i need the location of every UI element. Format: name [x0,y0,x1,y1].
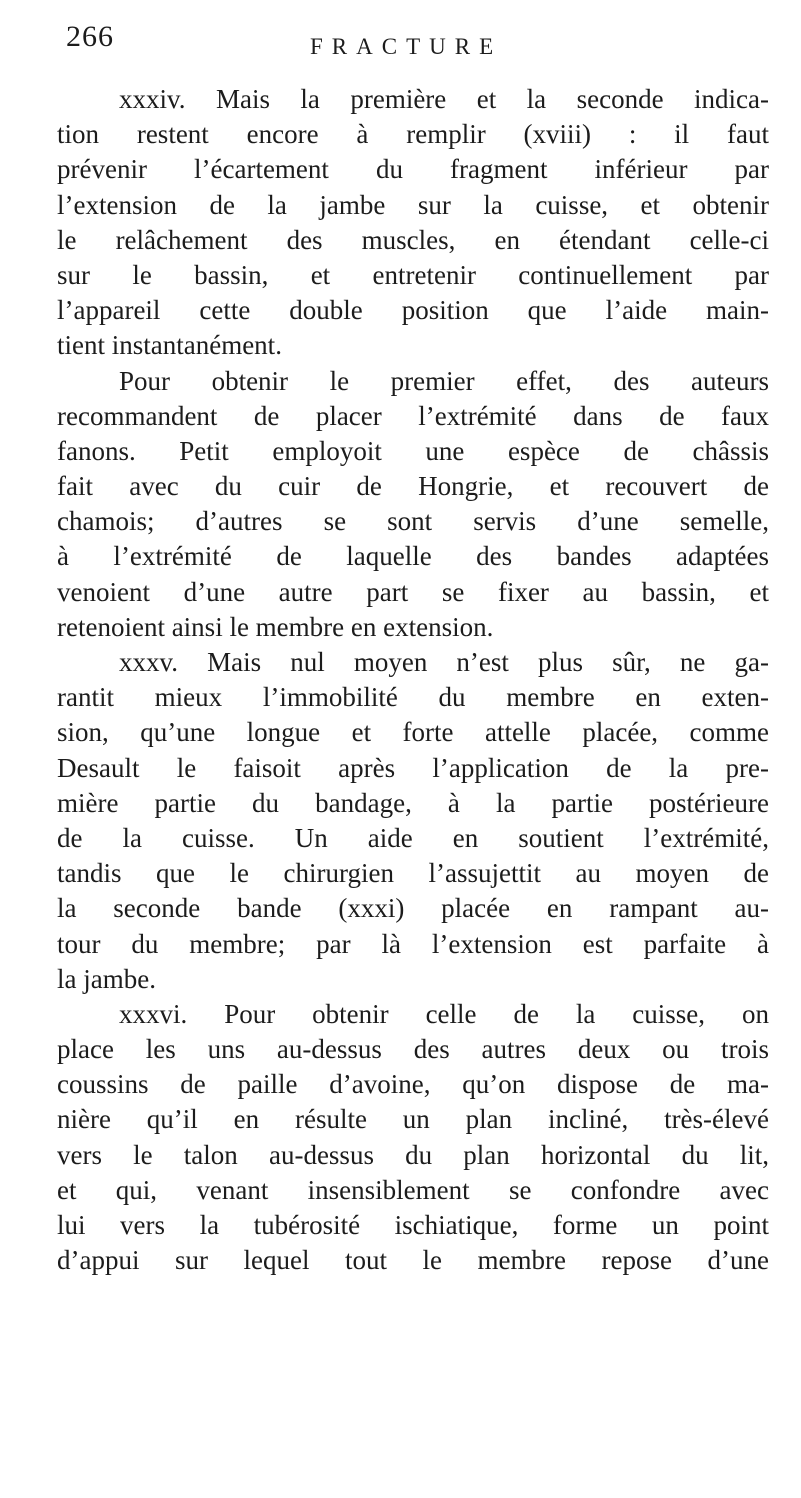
page-header [66,20,766,64]
text-line: sion, qu’une longue et forte attelle placée, comme [57,717,769,748]
text-line: coussins de paille d’avoine, qu’on dispose de ma- [57,1069,769,1100]
text-line: Pour obtenir le premier effet, des auteurs [119,365,769,396]
text-line: fanons. Petit employoit une espèce de châssis [57,435,769,466]
text-line: xxxv. Mais nul moyen n’est plus sûr, ne ga- [119,647,769,677]
text-line: tandis que le chirurgien l’assujettit au moyen de [57,858,769,889]
text-line: Desault le faisoit après l’application de la pre- [57,752,769,783]
text-line: sur le bassin, et entretenir continuellement par [57,259,769,290]
text-line: nière qu’il en résulte un plan incliné, très-élevé [57,1104,769,1135]
text-line: lui vers la tubérosité ischiatique, forme un point [57,1210,769,1240]
text-line: et qui, venant insensiblement se confondre avec [57,1174,769,1205]
text-line: l’extension de la jambe sur la cuisse, et obtenir [57,189,769,220]
text-line: la seconde bande (xxxi) placée en rampant au- [57,893,769,924]
running-head: FRACTURE [310,34,503,59]
text-line: xxxiv. Mais la première et la seconde indica- [119,84,769,114]
text-line: le relâchement des muscles, en étendant celle-ci [57,224,769,255]
text-line: vers le talon au-dessus du plan horizontal du lit, [57,1139,769,1170]
text-line: retenoient ainsi le membre en extension. [57,611,494,642]
text-line: recommandent de placer l’extrémité dans de faux [57,400,769,431]
text-line: la jambe. [57,963,156,994]
text-line: place les uns au-dessus des autres deux ou trois [57,1034,769,1065]
page-number: 266 [66,20,114,53]
text-line: tion restent encore à remplir (xviii) : il faut [57,119,769,150]
text-line: prévenir l’écartement du fragment inférieur par [57,154,769,185]
text-line: l’appareil cette double position que l’aide main- [57,295,769,326]
text-line: d’appui sur lequel tout le membre repose d’une [57,1245,769,1276]
text-line: venoient d’une autre part se fixer au bassin, et [57,576,769,607]
body-text [57,82,769,1278]
text-line: de la cuisse. Un aide en soutient l’extrémité, [57,822,769,853]
text-line: tour du membre; par là l’extension est parfaite à [57,928,769,959]
text-line: chamois; d’autres se sont servis d’une semelle, [57,506,769,537]
text-line: fait avec du cuir de Hongrie, et recouvert de [57,471,769,502]
text-line: rantit mieux l’immobilité du membre en exten- [57,682,769,713]
text-line: à l’extrémité de laquelle des bandes adaptées [57,541,769,572]
text-line: xxxvi. Pour obtenir celle de la cuisse, on [119,998,769,1029]
text-line: mière partie du bandage, à la partie postérieure [57,787,769,818]
text-line: tient instantanément. [57,330,282,361]
